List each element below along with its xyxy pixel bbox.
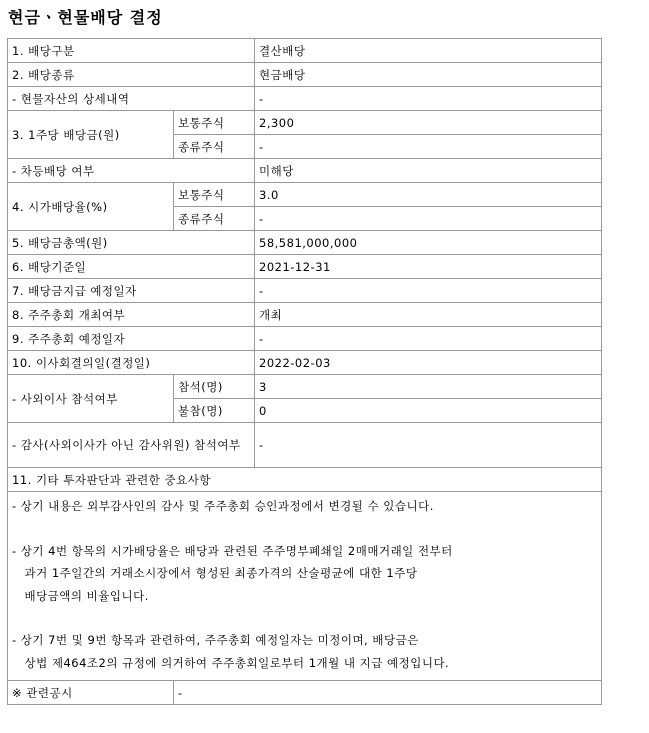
dps-common-value: 2,300 (255, 111, 602, 135)
differential-label: - 차등배당 여부 (8, 159, 255, 183)
table-row (8, 279, 602, 303)
differential-value: 미해당 (255, 159, 602, 183)
dividend-type-label: 1. 배당구분 (8, 39, 255, 63)
meeting-held-label: 8. 주주총회 개최여부 (8, 303, 255, 327)
table-row (8, 423, 602, 468)
meeting-held-value: 개최 (255, 303, 602, 327)
table-row (8, 303, 602, 327)
table-row (8, 231, 602, 255)
total-dividend-label: 5. 배당금총액(원) (8, 231, 255, 255)
inkind-detail-value: - (255, 87, 602, 111)
page-title: 현금ㆍ현물배당 결정 (8, 8, 163, 27)
dividend-kind-label: 2. 배당종류 (8, 63, 255, 87)
table-row (8, 492, 602, 681)
table-row (8, 375, 602, 399)
note-spacer (12, 607, 597, 629)
dps-class-label: 종류주식 (174, 135, 255, 159)
meeting-date-label: 9. 주주총회 예정일자 (8, 327, 255, 351)
note-spacer (12, 518, 597, 540)
yield-label: 4. 시가배당율(%) (8, 183, 174, 231)
outside-absent-value: 0 (255, 399, 602, 423)
other-matters-label: 11. 기타 투자판단과 관련한 중요사항 (8, 468, 602, 492)
table-row (8, 681, 602, 705)
outside-present-label: 참석(명) (174, 375, 255, 399)
inkind-detail-label: - 현물자산의 상세내역 (8, 87, 255, 111)
dps-label: 3. 1주당 배당금(원) (8, 111, 174, 159)
outside-present-value: 3 (255, 375, 602, 399)
table-row (8, 255, 602, 279)
related-disclosure-label: ※ 관련공시 (8, 681, 174, 705)
payment-date-value: - (255, 279, 602, 303)
dps-class-value: - (255, 135, 602, 159)
related-disclosure-value: - (174, 681, 602, 705)
note-line: 상법 제464조2의 규정에 의거하여 주주총회일로부터 1개월 내 지급 예정입니다. (12, 655, 450, 670)
note-line: - 상기 7번 및 9번 항목과 관련하여, 주주총회 예정일자는 미정이며, 배당금은 (12, 633, 419, 647)
audit-attendance-label: - 감사(사외이사가 아닌 감사위원) 참석여부 (8, 423, 255, 468)
yield-common-label: 보통주식 (174, 183, 255, 207)
yield-common-value: 3.0 (255, 183, 602, 207)
disclosure-table (7, 38, 602, 705)
meeting-date-value: - (255, 327, 602, 351)
table-row (8, 111, 602, 135)
note-line: - 상기 내용은 외부감사인의 감사 및 주주총회 승인과정에서 변경될 수 있습니다. (12, 499, 434, 513)
table-row (8, 159, 602, 183)
table-row (8, 351, 602, 375)
yield-class-value: - (255, 207, 602, 231)
outside-director-label: - 사외이사 참석여부 (8, 375, 174, 423)
record-date-value: 2021-12-31 (255, 255, 602, 279)
table-row (8, 183, 602, 207)
dps-common-label: 보통주식 (174, 111, 255, 135)
table-row (8, 327, 602, 351)
note-line: 배당금액의 비율입니다. (12, 588, 149, 603)
audit-attendance-value: - (255, 423, 602, 468)
board-date-value: 2022-02-03 (255, 351, 602, 375)
note-line: 과거 1주일간의 거래소시장에서 형성된 최종가격의 산술평균에 대한 1주당 (12, 566, 418, 580)
dividend-type-value: 결산배당 (255, 39, 602, 63)
board-date-label: 10. 이사회결의일(결정일) (8, 351, 255, 375)
total-dividend-value: 58,581,000,000 (255, 231, 602, 255)
dividend-kind-value: 현금배당 (255, 63, 602, 87)
note-line: - 상기 4번 항목의 시가배당율은 배당과 관련된 주주명부폐쇄일 2매매거래일 전부터 (12, 543, 453, 558)
other-matters-notes (8, 492, 602, 681)
record-date-label: 6. 배당기준일 (8, 255, 255, 279)
table-row (8, 468, 602, 492)
outside-absent-label: 불참(명) (174, 399, 255, 423)
table-row (8, 63, 602, 87)
payment-date-label: 7. 배당금지급 예정일자 (8, 279, 255, 303)
table-row (8, 39, 602, 63)
yield-class-label: 종류주식 (174, 207, 255, 231)
table-row (8, 87, 602, 111)
